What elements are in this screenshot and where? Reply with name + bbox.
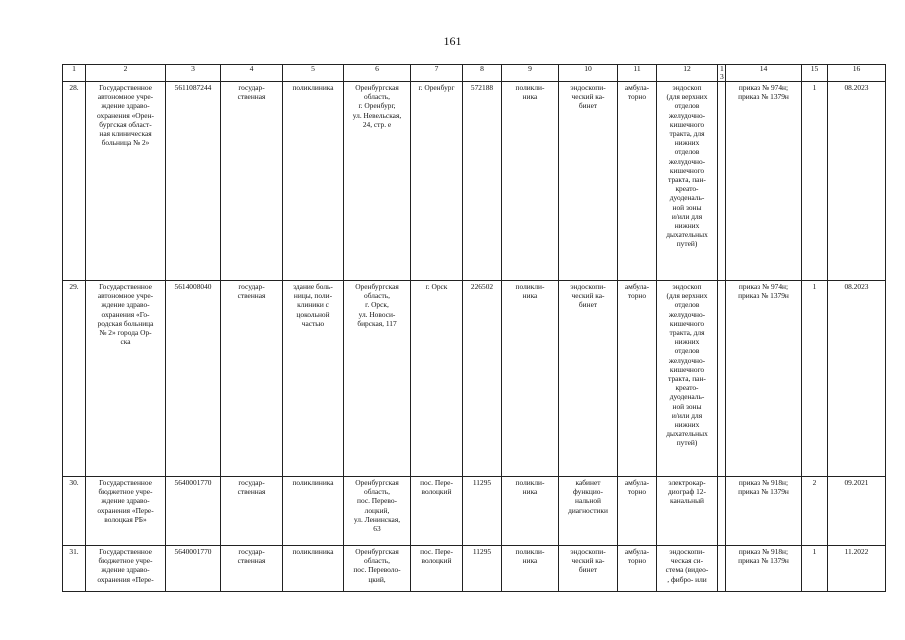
column-number: 1 [63, 65, 86, 82]
address: Оренбургская область, пос. Переволо- цкий, [344, 546, 411, 592]
population: 572188 [463, 82, 502, 281]
date: 08.2023 [828, 82, 886, 281]
column-number: 14 [726, 65, 802, 82]
quantity: 2 [802, 477, 828, 546]
building-type: поликлиника [283, 546, 344, 592]
unit-type: поликли- ника [502, 546, 559, 592]
ownership-form: государ- ственная [221, 546, 283, 592]
column-number: 9 [502, 65, 559, 82]
table-row [63, 82, 886, 281]
institution-name: Государственное автономное учре- ждение здраво- охранения «Орен- бургская област- ная клиническая больница № 2» [86, 82, 166, 281]
date: 11.2022 [828, 546, 886, 592]
unit-type: поликли- ника [502, 281, 559, 477]
quantity: 1 [802, 546, 828, 592]
row-number: 28. [63, 82, 86, 281]
column-number: 8 [463, 65, 502, 82]
care-conditions: амбула- торно [618, 477, 657, 546]
ownership-form: государ- ственная [221, 281, 283, 477]
column-number: 2 [86, 65, 166, 82]
population: 11295 [463, 546, 502, 592]
unit-type: поликли- ника [502, 82, 559, 281]
institution-name: Государственное автономное учре- ждение здраво- охранения «Го- родская больница № 2» города Ор- ска [86, 281, 166, 477]
order-reference: приказ № 918н; приказ № 1379н [726, 477, 802, 546]
column-number: 16 [828, 65, 886, 82]
care-conditions: амбула- торно [618, 546, 657, 592]
order-reference: приказ № 974н; приказ № 1379н [726, 82, 802, 281]
empty-cell [718, 82, 726, 281]
date: 09.2021 [828, 477, 886, 546]
equipment: электрокар- диограф 12- канальный [657, 477, 718, 546]
inn: 5614008040 [166, 281, 221, 477]
column-number-row [63, 65, 886, 82]
building-type: поликлиника [283, 82, 344, 281]
institution-name: Государственное бюджетное учре- ждение здраво- охранения «Пере- [86, 546, 166, 592]
column-number: 3 [166, 65, 221, 82]
room-type: эндоскопи- ческий ка- бинет [559, 546, 618, 592]
equipment: эндоскоп (для верхних отделов желудочно- кишечного тракта, для нижних отделов желудочно- кишечного тракта, пан- креато- дуоденаль- ной зоны и/или для нижних дыхательных путей) [657, 82, 718, 281]
column-number: 10 [559, 65, 618, 82]
registry-table [62, 64, 886, 592]
inn: 5611087244 [166, 82, 221, 281]
empty-cell [718, 477, 726, 546]
settlement: г. Орск [411, 281, 463, 477]
column-number: 6 [344, 65, 411, 82]
building-type: поликлиника [283, 477, 344, 546]
date: 08.2023 [828, 281, 886, 477]
room-type: эндоскопи- ческий ка- бинет [559, 82, 618, 281]
column-number: 15 [802, 65, 828, 82]
ownership-form: государ- ственная [221, 82, 283, 281]
inn: 5640001770 [166, 546, 221, 592]
address: Оренбургская область, г. Орск, ул. Новоси- бирская, 117 [344, 281, 411, 477]
order-reference: приказ № 918н; приказ № 1379н [726, 546, 802, 592]
row-number: 31. [63, 546, 86, 592]
quantity: 1 [802, 82, 828, 281]
column-number: 11 [618, 65, 657, 82]
settlement: пос. Пере- волоцкий [411, 546, 463, 592]
address: Оренбургская область, пос. Перево- лоцкий, ул. Ленинская, 63 [344, 477, 411, 546]
row-number: 30. [63, 477, 86, 546]
settlement: г. Оренбург [411, 82, 463, 281]
column-number: 13 [718, 65, 726, 82]
care-conditions: амбула- торно [618, 281, 657, 477]
page-number: 161 [443, 34, 462, 48]
column-number: 7 [411, 65, 463, 82]
room-type: эндоскопи- ческий ка- бинет [559, 281, 618, 477]
unit-type: поликли- ника [502, 477, 559, 546]
room-type: кабинет функцио- нальной диагностики [559, 477, 618, 546]
empty-cell [718, 281, 726, 477]
quantity: 1 [802, 281, 828, 477]
equipment: эндоскопи- ческая си- стема (видео- , фибро- или [657, 546, 718, 592]
institution-name: Государственное бюджетное учре- ждение здраво- охранения «Пере- волоцкая РБ» [86, 477, 166, 546]
care-conditions: амбула- торно [618, 82, 657, 281]
row-number: 29. [63, 281, 86, 477]
equipment: эндоскоп (для верхних отделов желудочно- кишечного тракта, для нижних отделов желудочно- кишечного тракта, пан- креато- дуоденаль- ной зоны и/или для нижних дыхательных путей) [657, 281, 718, 477]
table-row [63, 546, 886, 592]
population: 11295 [463, 477, 502, 546]
table-row [63, 477, 886, 546]
population: 226502 [463, 281, 502, 477]
building-type: здание боль- ницы, поли- клиники с цокольной частью [283, 281, 344, 477]
inn: 5640001770 [166, 477, 221, 546]
empty-cell [718, 546, 726, 592]
settlement: пос. Пере- волоцкий [411, 477, 463, 546]
address: Оренбургская область, г. Оренбург, ул. Невельская, 24, стр. е [344, 82, 411, 281]
order-reference: приказ № 974н; приказ № 1379н [726, 281, 802, 477]
column-number: 5 [283, 65, 344, 82]
column-number: 4 [221, 65, 283, 82]
column-number: 12 [657, 65, 718, 82]
table-row [63, 281, 886, 477]
ownership-form: государ- ственная [221, 477, 283, 546]
